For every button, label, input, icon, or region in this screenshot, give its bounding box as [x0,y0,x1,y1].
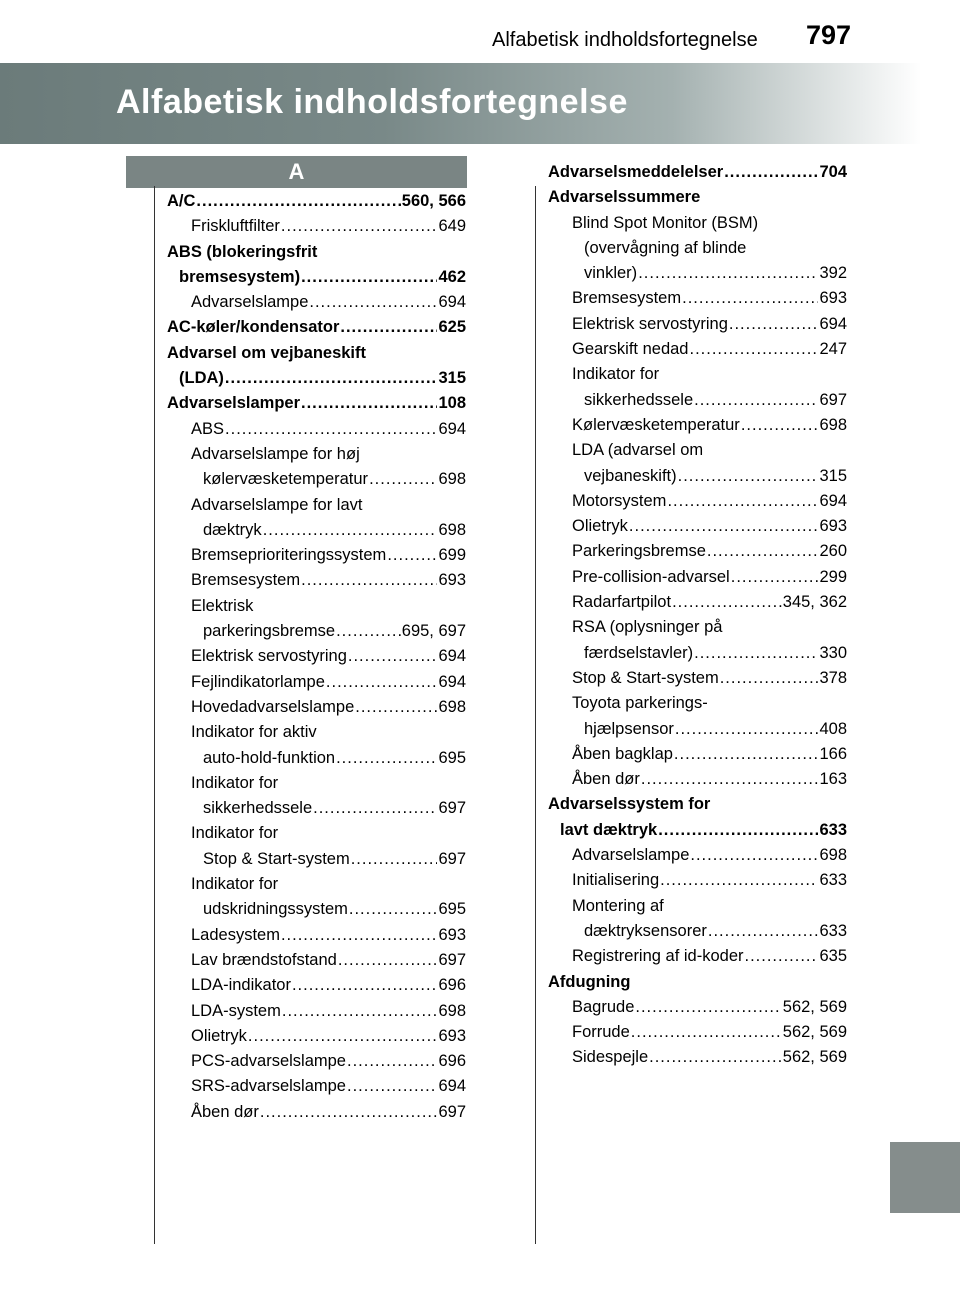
dot-leader [641,767,819,792]
index-entry [167,315,466,340]
entry-term: auto-hold-funktion [203,748,336,767]
entry-term: Initialisering [572,871,660,890]
dot-leader [731,565,819,590]
index-entry [167,821,466,846]
index-entry [548,1045,847,1070]
dot-leader [225,366,438,391]
index-entry [548,211,847,236]
index-entry [167,341,466,366]
entry-term: ABS [191,419,225,438]
entry-page: 625 [438,318,466,337]
entry-page: 694 [438,672,466,691]
entry-term: færdselstavler) [584,643,694,662]
index-entry [548,1020,847,1045]
index-entry [167,1024,466,1049]
entry-page: 694 [819,314,847,333]
entry-term: bremsesystem) [179,267,301,286]
entry-page: 693 [438,925,466,944]
entry-term: Indikator for [191,773,279,792]
index-entry [167,366,466,391]
dot-leader [355,695,437,720]
index-entry [167,189,466,214]
dot-leader [301,568,437,593]
index-entry [167,720,466,745]
dot-leader [675,717,819,742]
index-entry [548,337,847,362]
entry-term: LDA-indikator [191,976,291,995]
entry-page: 697 [438,849,466,868]
column-divider-right [535,186,536,1244]
section-letter: A [126,156,467,188]
index-entry [167,594,466,619]
entry-term: Bremsesystem [572,289,682,308]
entry-term: Åben bagklap [572,744,673,763]
entry-term: Afdugning [548,972,631,991]
dot-leader [248,1024,438,1049]
dot-leader [349,897,438,922]
index-entry [167,543,466,568]
dot-leader [301,391,437,416]
entry-term: Olietryk [191,1026,247,1045]
entry-page: 299 [819,567,847,586]
entry-page: 315 [438,369,466,388]
entry-term: RSA (oplysninger på [572,618,723,637]
entry-page: 693 [438,571,466,590]
dot-leader [340,315,437,340]
dot-leader [672,590,782,615]
entry-term: Åben dør [191,1102,259,1121]
entry-term: Stop & Start-system [572,668,719,687]
entry-term: ABS (blokeringsfrit [167,242,318,261]
index-entry [548,236,847,261]
entry-page: 247 [819,340,847,359]
entry-page: 697 [819,390,847,409]
page-header [0,0,960,57]
index-entry [167,619,466,644]
index-entry [167,214,466,239]
entry-term: vejbaneskift) [584,466,677,485]
dot-leader [629,514,819,539]
index-entry [167,746,466,771]
entry-term: sikkerhedssele [203,799,313,818]
dot-leader [635,995,781,1020]
entry-term: Advarselslamper [167,394,300,413]
dot-leader [338,948,438,973]
entry-term: parkeringsbremse [203,622,336,641]
entry-term: Indikator for aktiv [191,723,317,742]
index-entry [548,388,847,413]
entry-page: 633 [819,921,847,940]
dot-leader [720,666,819,691]
entry-term: Bremseprioriteringssystem [191,546,387,565]
entry-page: 695 [438,748,466,767]
index-entry [167,265,466,290]
index-entry [548,995,847,1020]
index-entry [167,391,466,416]
dot-leader [707,539,819,564]
dot-leader [690,843,818,868]
entry-term: Advarselslampe for høj [191,444,360,463]
entry-page: 694 [819,491,847,510]
entry-term: Indikator for [572,365,660,384]
index-entry [548,464,847,489]
entry-term: Gearskift nedad [572,340,689,359]
index-column-right [548,160,847,1071]
entry-page: 260 [819,542,847,561]
entry-term: Blind Spot Monitor (BSM) [572,213,759,232]
entry-term: Registrering af id-koder [572,947,744,966]
entry-term: PCS-advarselslampe [191,1052,346,1071]
entry-term: Bagrude [572,997,635,1016]
dot-leader [336,619,401,644]
dot-leader [326,670,438,695]
index-entry [167,973,466,998]
index-side-tab [890,1142,960,1213]
entry-term: Åben dør [572,770,640,789]
entry-term: kølervæsketemperatur [203,470,369,489]
dot-leader [689,337,818,362]
entry-term: (overvågning af blinde [584,238,747,257]
dot-leader [649,1045,782,1070]
entry-page: 345, 362 [782,593,847,612]
dot-leader [660,868,818,893]
index-entry [167,493,466,518]
entry-term: Advarselssummere [548,188,701,207]
entry-page: 330 [819,643,847,662]
entry-term: Radarfartpilot [572,593,672,612]
entry-page: 698 [819,415,847,434]
entry-page: 378 [819,668,847,687]
dot-leader [281,214,438,239]
entry-page: 697 [438,950,466,969]
entry-page: 649 [438,217,466,236]
index-entry [167,518,466,543]
entry-term: Stop & Start-system [203,849,350,868]
index-entry [548,286,847,311]
entry-term: Indikator for [191,824,279,843]
entry-term: hjælpsensor [584,719,674,738]
entry-page: 693 [819,289,847,308]
index-entry [548,160,847,185]
dot-leader [309,290,437,315]
dot-leader [348,644,438,669]
entry-term: Indikator for [191,875,279,894]
index-entry [167,847,466,872]
index-entry [167,290,466,315]
dot-leader [263,518,438,543]
index-entry [548,615,847,640]
entry-page: 315 [819,466,847,485]
entry-term: Elektrisk servostyring [572,314,728,333]
entry-page: 694 [438,293,466,312]
index-entry [548,362,847,387]
entry-page: 633 [819,820,847,839]
entry-page: 698 [438,697,466,716]
entry-page: 392 [819,264,847,283]
dot-leader [282,999,438,1024]
entry-term: Advarselssystem for [548,795,711,814]
entry-term: Advarselslampe for lavt [191,495,363,514]
index-entry [167,771,466,796]
entry-term: sikkerhedssele [584,390,694,409]
dot-leader [678,464,819,489]
index-entry [548,792,847,817]
entry-page: 698 [438,520,466,539]
index-entry [548,970,847,995]
dot-leader [292,973,438,998]
entry-term: (LDA) [179,369,224,388]
index-entry [548,868,847,893]
index-entry [548,818,847,843]
entry-page: 694 [438,419,466,438]
index-entry [548,767,847,792]
index-entry [548,514,847,539]
entry-page: 108 [438,394,466,413]
index-entry [548,565,847,590]
index-entry [167,240,466,265]
entry-page: 696 [438,1052,466,1071]
index-entry [167,948,466,973]
index-entry [548,312,847,337]
dot-leader [741,413,819,438]
dot-leader [708,919,819,944]
dot-leader [631,1020,782,1045]
entry-page: 562, 569 [782,1048,847,1067]
entry-page: 694 [438,647,466,666]
entry-term: Elektrisk [191,596,254,615]
index-entry [167,568,466,593]
entry-page: 697 [438,799,466,818]
entry-page: 163 [819,770,847,789]
entry-term: Montering af [572,896,664,915]
index-entry [167,999,466,1024]
entry-page: 633 [819,871,847,890]
dot-leader [301,265,437,290]
entry-term: Olietryk [572,517,628,536]
index-entry [167,644,466,669]
entry-term: Elektrisk servostyring [191,647,347,666]
entry-term: Lav brændstofstand [191,950,337,969]
entry-term: Advarselslampe [572,846,690,865]
entry-term: Parkeringsbremse [572,542,706,561]
dot-leader [724,160,818,185]
entry-term: udskridningssystem [203,900,348,919]
index-entry [548,261,847,286]
entry-term: Sidespejle [572,1048,649,1067]
dot-leader [694,388,818,413]
entry-page: 698 [438,1001,466,1020]
entry-page: 698 [438,470,466,489]
index-entry [548,894,847,919]
entry-term: Advarselslampe [191,293,309,312]
entry-term: Fejlindikatorlampe [191,672,325,691]
entry-term: Motorsystem [572,491,667,510]
dot-leader [260,1100,438,1125]
entry-page: 693 [819,517,847,536]
entry-term: Advarselsmeddelelser [548,163,724,181]
index-entry [167,695,466,720]
index-entry [167,796,466,821]
dot-leader [347,1049,437,1074]
dot-leader [281,923,438,948]
index-entry [167,897,466,922]
index-entry [167,923,466,948]
page-number: 797 [806,20,852,50]
entry-page: 695 [438,900,466,919]
entry-term: Kølervæsketemperatur [572,415,740,434]
entry-term: LDA (advarsel om [572,441,704,460]
index-entry [548,691,847,716]
dot-leader [729,312,819,337]
index-entry [548,438,847,463]
entry-page: 562, 569 [782,997,847,1016]
entry-term: Ladesystem [191,925,280,944]
entry-page: 560, 566 [401,192,466,210]
entry-page: 698 [819,846,847,865]
entry-page: 635 [819,947,847,966]
entry-page: 699 [438,546,466,565]
entry-page: 694 [438,1077,466,1096]
entry-term: Friskluftfilter [191,217,280,236]
column-divider-left [154,186,155,1244]
entry-page: 695, 697 [401,622,466,641]
running-title: Alfabetisk indholdsfortegnelse [492,29,758,51]
entry-term: Pre-collision-advarsel [572,567,730,586]
index-entry [548,717,847,742]
index-entry [548,590,847,615]
entry-term: A/C [167,192,196,210]
index-entry [167,872,466,897]
title-banner [0,63,960,144]
entry-page: 166 [819,744,847,763]
index-entry [548,944,847,969]
index-entry [167,467,466,492]
entry-page: 697 [438,1102,466,1121]
dot-leader [313,796,437,821]
dot-leader [196,189,400,214]
index-entry [167,1049,466,1074]
entry-term: SRS-advarselslampe [191,1077,346,1096]
entry-term: Toyota parkerings- [572,694,708,713]
index-entry [548,666,847,691]
index-entry [548,742,847,767]
entry-page: 462 [438,267,466,286]
entry-term: dæktryk [203,520,262,539]
entry-page: 562, 569 [782,1023,847,1042]
index-entry [167,442,466,467]
index-entry [167,417,466,442]
dot-leader [674,742,819,767]
dot-leader [694,641,818,666]
index-entry [548,641,847,666]
entry-page: 704 [819,163,847,181]
dot-leader [351,847,438,872]
dot-leader [667,489,818,514]
entry-term: AC-køler/kondensator [167,318,340,337]
index-entry [167,1100,466,1125]
dot-leader [745,944,819,969]
index-entry [548,413,847,438]
index-entry [548,843,847,868]
dot-leader [638,261,818,286]
index-entry [167,1074,466,1099]
dot-leader [682,286,818,311]
index-entry [548,185,847,210]
entry-term: Bremsesystem [191,571,301,590]
entry-term: lavt dæktryk [560,820,658,839]
index-column-left [167,189,466,1125]
dot-leader [347,1074,437,1099]
entry-term: LDA-system [191,1001,281,1020]
entry-term: Advarsel om vejbaneskift [167,343,366,362]
entry-page: 696 [438,976,466,995]
index-entry [548,539,847,564]
dot-leader [225,417,437,442]
entry-term: Forrude [572,1023,630,1042]
entry-term: dæktryksensorer [584,921,707,940]
page-title: Alfabetisk indholdsfortegnelse [116,83,628,121]
entry-page: 693 [438,1026,466,1045]
index-entry [548,919,847,944]
dot-leader [369,467,437,492]
entry-term: Hovedadvarselslampe [191,697,355,716]
dot-leader [336,746,437,771]
index-entry [548,489,847,514]
entry-page: 408 [819,719,847,738]
dot-leader [658,818,818,843]
index-entry [167,670,466,695]
entry-term: vinkler) [584,264,638,283]
dot-leader [387,543,437,568]
